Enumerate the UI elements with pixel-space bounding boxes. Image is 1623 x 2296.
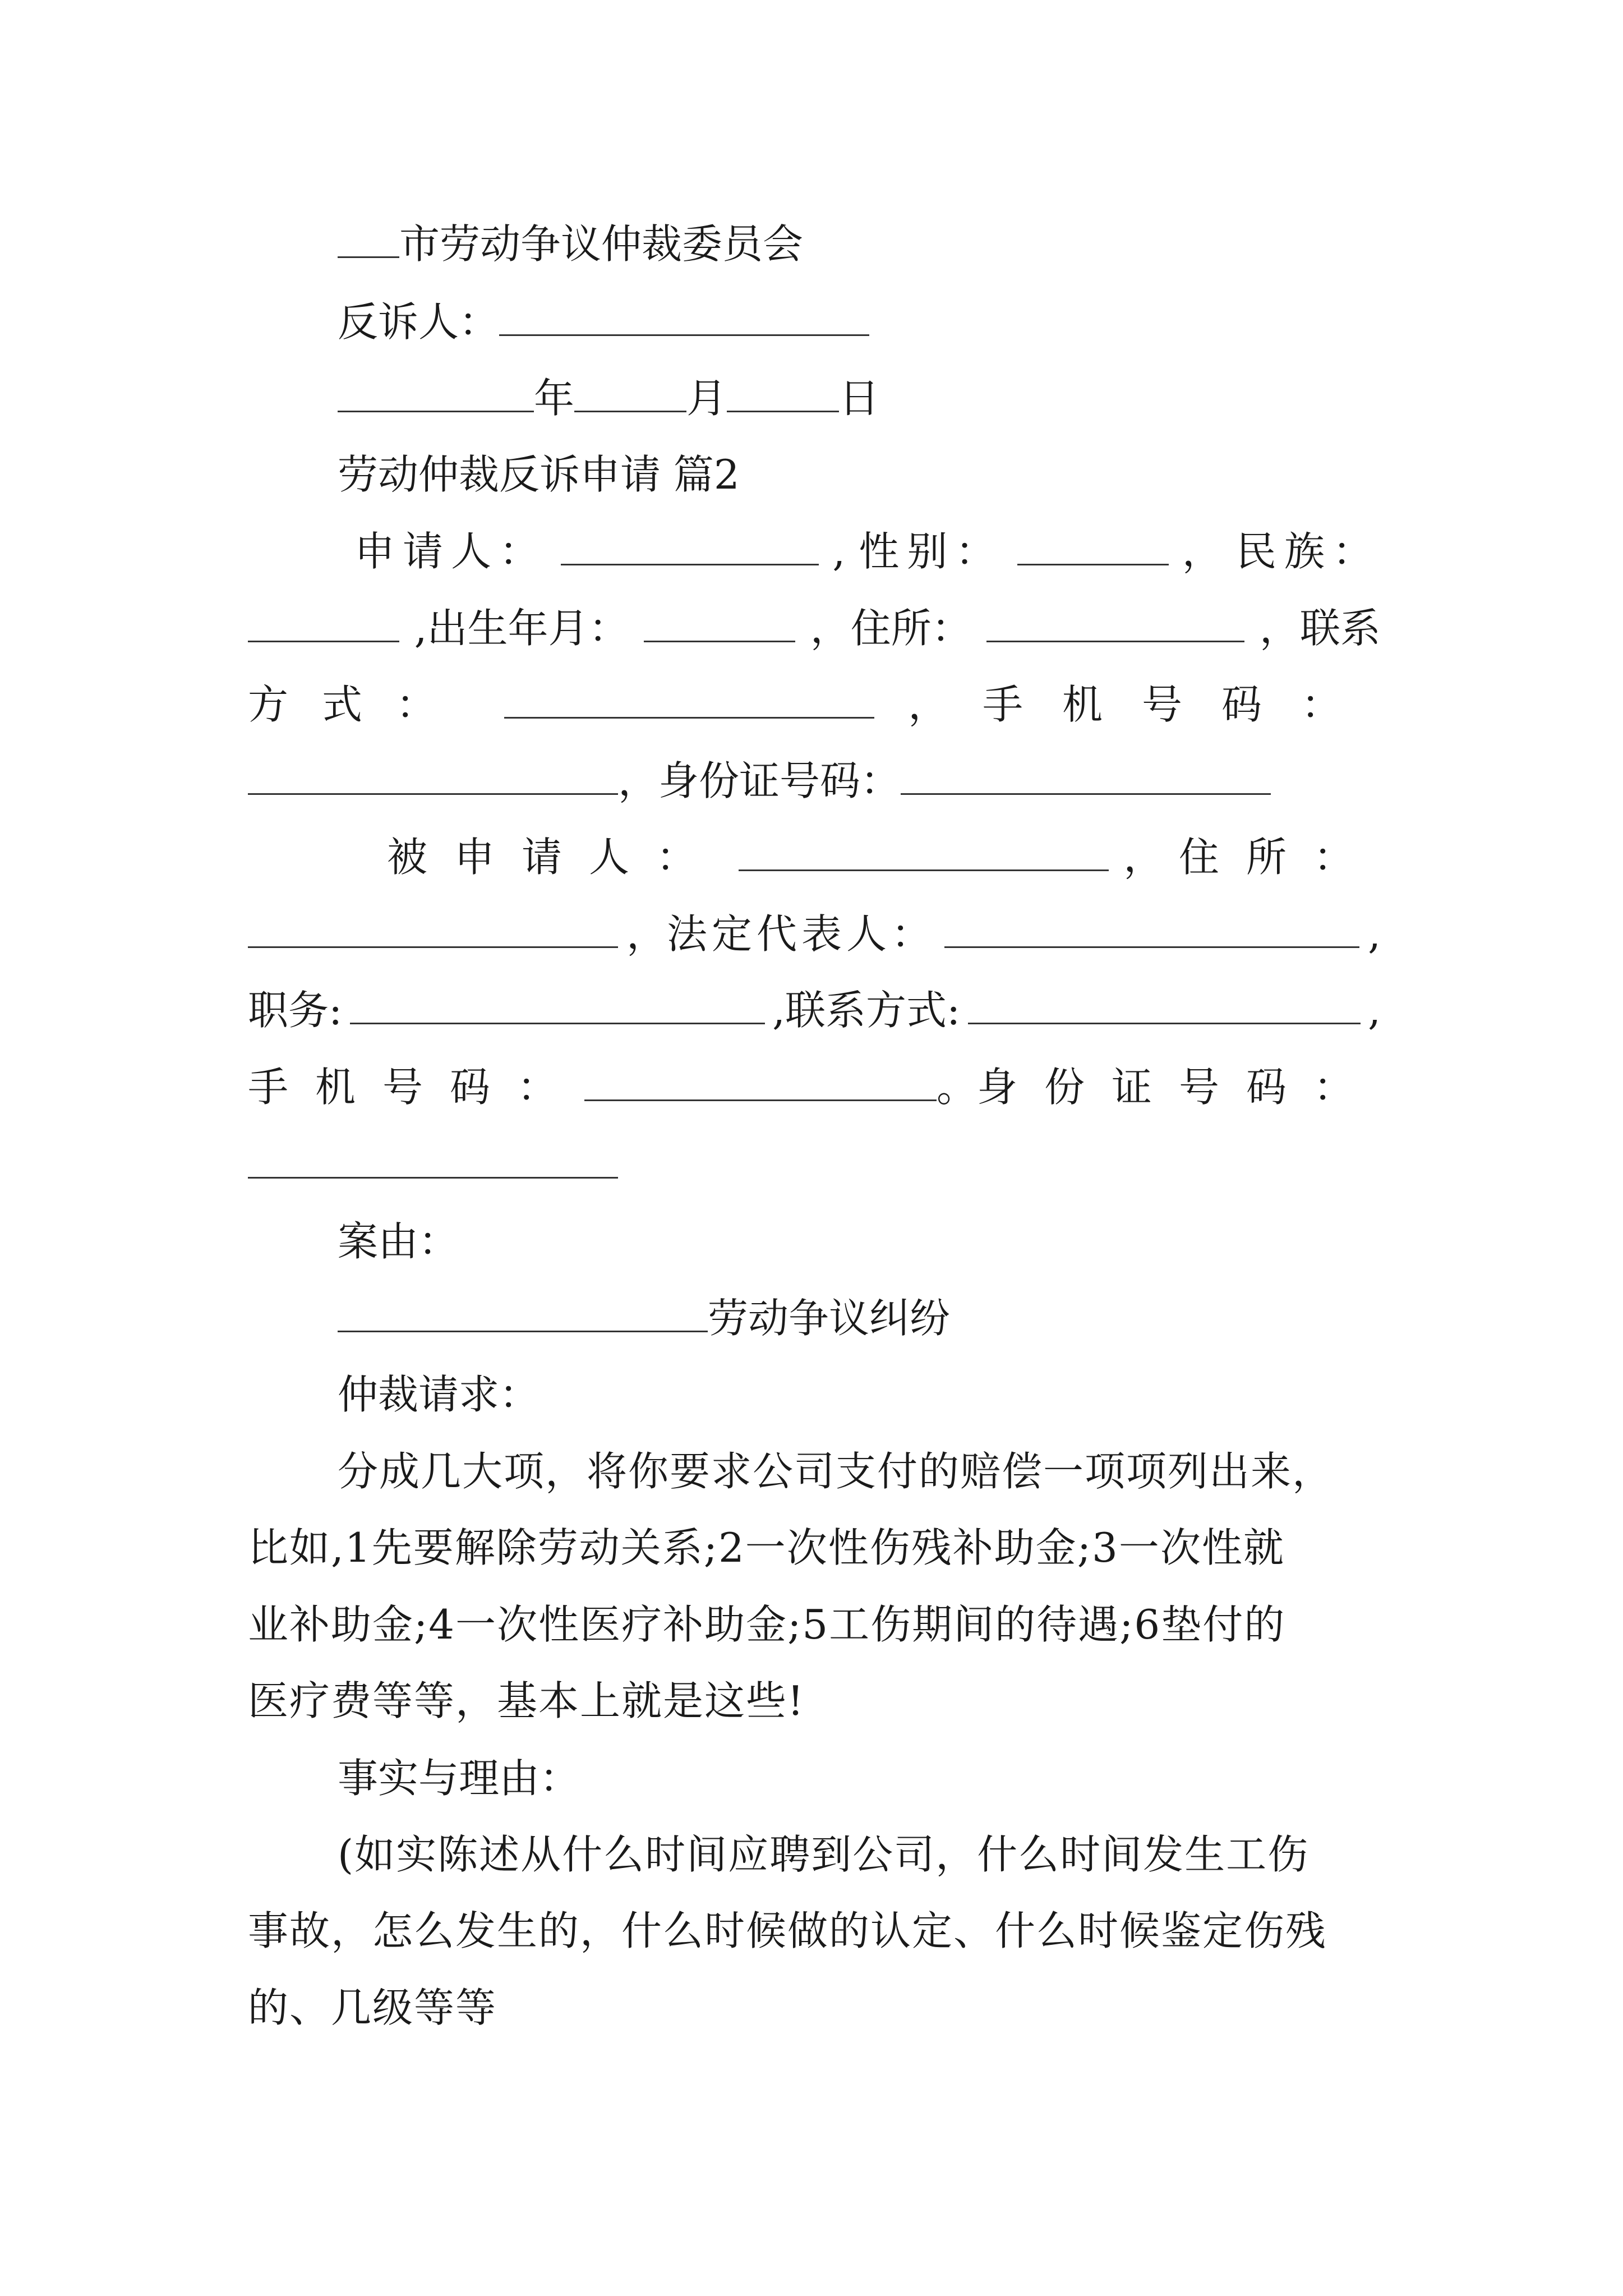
- legal-rep-blank[interactable]: [944, 913, 1359, 948]
- applicant-row-1: 申请人： , 性别： ， 民族：: [354, 523, 1381, 579]
- ethnicity-blank[interactable]: [248, 607, 399, 642]
- mobile-blank[interactable]: [248, 760, 618, 795]
- month-label: 月: [686, 375, 727, 422]
- case-cause-value: 劳动争议纠纷: [708, 1295, 951, 1342]
- position-label: 职务:: [248, 987, 343, 1034]
- respondent-row-4: 手机号码： 。 身份证号码：: [248, 1059, 1381, 1115]
- counter-claimant-label: 反诉人：: [338, 298, 500, 346]
- respondent-mobile-label: 手机号码：: [248, 1064, 585, 1111]
- claims-line-1: 分成几大项，将你要求公司支付的赔偿一项项列出来，: [338, 1448, 1334, 1495]
- month-blank[interactable]: [574, 377, 686, 412]
- contact-label-a: 联系: [1299, 605, 1381, 652]
- claims-label: 仲裁请求：: [338, 1371, 540, 1418]
- case-cause-blank[interactable]: [338, 1297, 708, 1332]
- year-blank[interactable]: [338, 377, 534, 412]
- year-label: 年: [534, 375, 575, 422]
- applicant-name-blank[interactable]: [561, 530, 819, 565]
- contact-blank[interactable]: [504, 683, 874, 719]
- residence-label: 住所：: [850, 605, 972, 652]
- gender-blank[interactable]: [1017, 530, 1169, 565]
- id-label: 身份证号码：: [658, 757, 901, 804]
- legal-rep-label: 法定代表人：: [667, 910, 937, 958]
- respondent-row-2: ，法定代表人： ,: [248, 906, 1381, 962]
- respondent-contact-blank[interactable]: [968, 989, 1361, 1024]
- case-cause-line: [338, 1290, 1381, 1346]
- claims-line-3: 业补助金;4一次性医疗补助金;5工伤期间的待遇;6垫付的: [248, 1601, 1286, 1648]
- applicant-row-3: 方式： ， 手机号码：: [248, 677, 1381, 733]
- gender-label: 性别：: [859, 528, 1004, 575]
- respondent-id-blank[interactable]: [248, 1143, 618, 1179]
- birth-blank[interactable]: [644, 607, 795, 642]
- residence-blank[interactable]: [986, 607, 1244, 642]
- mobile-label: 手机号码：: [982, 681, 1381, 728]
- day-blank[interactable]: [727, 377, 839, 412]
- claims-line-4: 医疗费等等，基本上就是这些!: [248, 1677, 805, 1724]
- counter-claimant-blank[interactable]: [499, 301, 869, 336]
- case-cause-label: 案由：: [338, 1218, 459, 1265]
- facts-line-3: 的、几级等等: [248, 1984, 497, 2031]
- facts-line-2: 事故，怎么发生的，什么时候做的认定、什么时候鉴定伤残: [248, 1907, 1327, 1954]
- committee-line: [338, 216, 1381, 272]
- birth-label: 出生年月：: [427, 605, 629, 652]
- id-blank[interactable]: [901, 760, 1271, 795]
- respondent-row-1: 被申请人： ， 住所：: [387, 829, 1381, 885]
- respondent-residence-label: 住所：: [1178, 834, 1381, 881]
- respondent-mobile-blank[interactable]: [584, 1066, 937, 1101]
- city-blank[interactable]: [338, 223, 399, 258]
- facts-line-1: (如实陈述从什么时间应聘到公司，什么时间发生工伤: [338, 1831, 1310, 1878]
- date-line: [338, 370, 1381, 426]
- claims-line-2: 比如,1先要解除劳动关系;2一次性伤残补助金;3一次性就: [248, 1524, 1285, 1571]
- respondent-row-3: 职务: ,联系方式: ,: [248, 982, 1381, 1038]
- committee-name: 市劳动争议仲裁委员会: [399, 220, 804, 268]
- respondent-label: 被申请人：: [387, 834, 724, 881]
- respondent-residence-blank[interactable]: [248, 913, 618, 948]
- respondent-id-label: 身份证号码：: [976, 1064, 1381, 1111]
- counter-claimant-line: [338, 294, 1381, 350]
- applicant-row-2: ,出生年月： ，住所： ，联系: [248, 600, 1381, 656]
- respondent-contact-label: 联系方式:: [785, 987, 961, 1034]
- section-title: 劳动仲裁反诉申请 篇2: [338, 451, 740, 498]
- ethnicity-label: 民族：: [1235, 528, 1381, 575]
- position-blank[interactable]: [350, 989, 765, 1024]
- applicant-label: 申请人：: [354, 528, 548, 575]
- day-label: 日: [839, 375, 880, 422]
- facts-label: 事实与理由：: [338, 1755, 580, 1802]
- respondent-row-5: [248, 1137, 1381, 1193]
- applicant-row-4: ，身份证号码：: [248, 753, 1381, 809]
- respondent-name-blank[interactable]: [739, 836, 1109, 871]
- contact-label-b: 方式：: [248, 681, 471, 728]
